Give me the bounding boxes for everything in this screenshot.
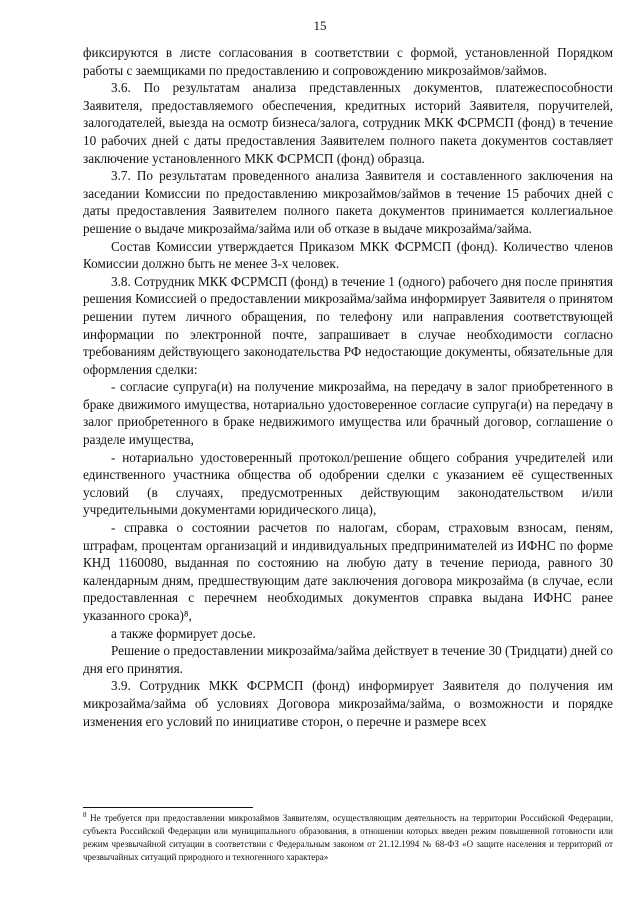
list-item-tax-certificate: - справка о состоянии расчетов по налогам, сборам, страховым взносам, пеням, штрафам, процентам организаций и индивидуальных предпринимателей из ИФНС по форме КНД 1160080, выданная по состоянию на любую дату в течение периода, равного 30 календарным дням, предшествующим дате заключения договора микрозайма (в случае, если предоставленная с перечнем необходимых документов справка выдана ИФНС ранее указанного срока)⁸,: [83, 520, 613, 623]
paragraph-3-6: 3.6. По результатам анализа представленных документов, платежеспособности Заявителя, предоставляемого обеспечения, кредитных историй Заявителя, поручителей, залогодателей, выезда на осмотр бизнеса/залога, сотрудник МКК ФСРМСП (фонд) в течение 10 рабочих дней с даты предоставления Заявителем полного пакета документов составляет заключение установленного МКК ФСРМСП (фонд) образца.: [83, 80, 613, 166]
paragraph-continuation: фиксируются в листе согласования в соответствии с формой, установленной Порядком работы с заемщиками по предоставлению и сопровождению микрозаймов/займов.: [83, 45, 613, 78]
paragraph-decision-validity: Решение о предоставлении микрозайма/займа действует в течение 30 (Тридцати) дней со дня его принятия.: [83, 643, 613, 676]
paragraph-3-7: 3.7. По результатам проведенного анализа Заявителя и составленного заключения на заседании Комиссии по предоставлению микрозаймов/займов в течение 15 рабочих дней с даты предоставления Заявителем полного пакета документов принимается коллегиальное решение о выдаче микрозайма/займа или об отказе в выдаче микрозайма/займа.: [83, 168, 613, 236]
paragraph-commission: Состав Комиссии утверждается Приказом МКК ФСРМСП (фонд). Количество членов Комиссии должно быть не менее 3-х человек.: [83, 238, 613, 272]
paragraph-3-9: 3.9. Сотрудник МКК ФСРМСП (фонд) информирует Заявителя до получения им микрозайма/займа об условиях Договора микрозайма/займа, о возможности и порядке изменения его условий по инициативе сторон, о перечне и размере всех: [83, 678, 613, 729]
list-item-spouse-consent: - согласие супруга(и) на получение микрозайма, на передачу в залог приобретенного в браке движимого имущества, нотариально удостоверенное согласие супруга(и) на передачу в залог приобретенного в браке недвижимого имущества или брачный договор, соглашение о разделе имущества,: [83, 379, 613, 448]
page-number: 15: [313, 18, 327, 33]
paragraph-3-8: 3.8. Сотрудник МКК ФСРМСП (фонд) в течение 1 (одного) рабочего дня после принятия решения Комиссией о предоставлении микрозайма/займа информирует Заявителя о принятом решении путем личного обращения, по телефону или направления соответствующей информации по электронной почте, запрашивает в случае необходимости согласно требованиям действующего законодательства РФ недостающие документы, обязательные для оформления сделки:: [83, 273, 613, 377]
body-text: [83, 44, 613, 730]
footnote-mark: 8: [83, 811, 87, 819]
list-item-protocol: - нотариально удостоверенный протокол/решение общего собрания учредителей или единственного участника общества об одобрении сделки с указанием её существенных условий (в случаях, предусмотренных действующим законодательством и/или учредительными документами юридического лица),: [83, 449, 613, 518]
footnote-divider: [83, 807, 253, 808]
footnote: [83, 812, 613, 864]
paragraph-dossier: а также формирует досье.: [111, 625, 256, 641]
footnote-text: Не требуется при предоставлении микрозаймов Заявителям, осуществляющим деятельность на территории Российской Федерации, субъекта Российской Федерации или муниципального образования, в отношении которых введен режим повышенной готовности или режим чрезвычайной ситуации в соответствии с Федеральным законом от 21.12.1994 № 68-ФЗ «О защите населения и территорий от чрезвычайных ситуаций природного и техногенного характера»: [83, 813, 613, 862]
